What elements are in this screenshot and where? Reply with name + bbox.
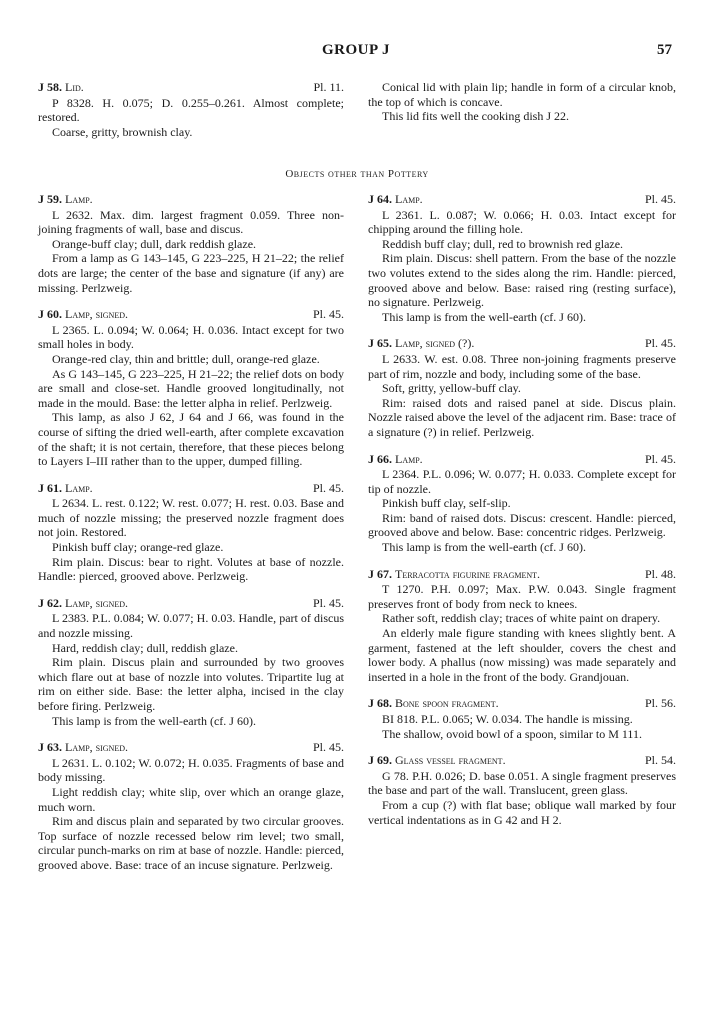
entry-paragraph: This lamp is from the well-earth (cf. J 60). <box>52 713 256 728</box>
entry-paragraph: Conical lid with plain lip; handle in form of a circular knob, the top of which is concave. <box>368 80 676 109</box>
entry-paragraph: Rim and discus plain and separated by two circular grooves. Top surface of nozzle recessed below rim level; two small, circular punch-marks on rim at base of nozzle. Handle: pierced, grooved above. Base: trace of an incuse signature. Perlzweig. <box>38 814 344 872</box>
entry-heading <box>368 567 676 582</box>
entry-id: J 62. <box>38 595 62 610</box>
entry-plate: Pl. 45. <box>312 480 344 495</box>
catalog-entry <box>38 307 344 469</box>
entry-paragraph: T 1270. P.H. 0.097; Max. P.W. 0.043. Single fragment preserves front of body from neck to knees. <box>368 582 676 611</box>
entry-title: Lamp. <box>395 451 423 466</box>
catalog-entry <box>368 696 676 741</box>
entry-title: Lamp. <box>65 192 93 206</box>
entry-heading <box>38 307 344 322</box>
entry-plate: Pl. 45. <box>312 307 344 322</box>
entry-paragraph: Rim plain. Discus: bear to right. Volutes at base of nozzle. Handle: pierced, grooved above. Perlzweig. <box>38 554 344 584</box>
entry-paragraph: Soft, gritty, yellow-buff clay. <box>382 381 521 396</box>
entry-paragraph: L 2633. W. est. 0.08. Three non-joining fragments preserve part of rim, nozzle and body, including some of the base. <box>368 351 676 381</box>
entry-id: J 65. <box>368 336 392 351</box>
entry-paragraph: L 2364. P.L. 0.096; W. 0.077; H. 0.033. Complete except for tip of nozzle. <box>368 467 676 496</box>
entry-title: Lamp, signed. <box>65 740 129 755</box>
entry-paragraph: Hard, reddish clay; dull, reddish glaze. <box>52 640 238 655</box>
entry-heading <box>368 696 676 711</box>
entry-title: Lamp. <box>65 480 93 495</box>
catalog-entry <box>368 336 676 439</box>
running-title: GROUP J <box>321 42 391 58</box>
right-column <box>368 192 676 839</box>
entry-paragraph: From a cup (?) with flat base; oblique wall marked by four vertical indentations as in G 42 and H 2. <box>368 797 676 827</box>
entry-id: J 67. <box>368 566 392 581</box>
entry-title: Lid. <box>65 80 84 94</box>
entry-title: Glass vessel fragment. <box>395 753 506 768</box>
entry-paragraph: L 2383. P.L. 0.084; W. 0.077; H. 0.03. Handle, part of discus and nozzle missing. <box>38 611 344 641</box>
left-column <box>38 192 344 885</box>
entry-heading <box>38 481 344 496</box>
entry-title: Lamp, signed (?). <box>395 336 475 351</box>
entry-paragraph: Pinkish buff clay; orange-red glaze. <box>52 540 224 555</box>
catalog-entry <box>368 192 676 324</box>
entry-paragraph: P 8328. H. 0.075; D. 0.255–0.261. Almost complete; restored. <box>38 95 344 125</box>
entry-paragraph: From a lamp as G 143–145, G 223–225, H 21–22; the relief dots are large; the center of the base and signature (if any) are missing. Perlzweig. <box>38 251 344 295</box>
top-left-column <box>38 80 344 151</box>
entry-paragraph: Pinkish buff clay, self-slip. <box>382 496 511 511</box>
entry-heading <box>38 740 344 755</box>
catalog-entry <box>38 192 344 295</box>
entry-heading <box>368 452 676 467</box>
entry-id: J 64. <box>368 192 392 206</box>
entry-paragraph: Orange-red clay, thin and brittle; dull, orange-red glaze. <box>52 351 320 366</box>
catalog-entry <box>368 753 676 827</box>
entry-paragraph: BI 818. P.L. 0.065; W. 0.034. The handle is missing. <box>382 712 633 726</box>
catalog-entry <box>368 452 676 555</box>
entry-title: Lamp. <box>395 192 423 206</box>
entry-paragraph: This lamp is from the well-earth (cf. J 60). <box>382 309 586 324</box>
entry-id: J 60. <box>38 307 62 322</box>
page-number: 57 <box>657 42 672 58</box>
entry-plate: Pl. 45. <box>312 740 344 755</box>
entry-heading <box>38 192 344 207</box>
entry-heading <box>368 753 676 768</box>
entry-heading <box>368 336 676 351</box>
entry-paragraph: Reddish buff clay; dull, red to brownish red glaze. <box>382 236 624 251</box>
entry-heading <box>38 80 344 95</box>
entry-paragraph: Rim plain. Discus: shell pattern. From the base of the nozzle two volutes extend to the sides along the rim. Handle: pierced, grooved above and below. Base: raised ring (resting surface), no signature. Perlzweig. <box>368 251 676 310</box>
entry-id: J 59. <box>38 192 62 206</box>
entry-id: J 69. <box>368 753 392 768</box>
catalog-entry <box>38 740 344 872</box>
entry-paragraph: This lid fits well the cooking dish J 22. <box>382 109 569 124</box>
entry-id: J 58. <box>38 80 62 94</box>
entry-heading <box>38 596 344 611</box>
entry-plate: Pl. 45. <box>312 595 344 610</box>
entry-title: Terracotta figurine fragment. <box>395 566 541 581</box>
catalog-entry <box>38 80 344 139</box>
entry-plate: Pl. 45. <box>644 336 676 351</box>
entry-title: Lamp, signed. <box>65 307 129 322</box>
entry-paragraph: L 2631. L. 0.102; W. 0.072; H. 0.035. Fragments of base and body missing. <box>38 755 344 785</box>
entry-paragraph: Rim: band of raised dots. Discus: crescent. Handle: pierced, grooved above and below. Base: concentric ridges. Perlzweig. <box>368 510 676 540</box>
entry-paragraph: Coarse, gritty, brownish clay. <box>52 124 193 139</box>
entry-paragraph: L 2632. Max. dim. largest fragment 0.059. Three non-joining fragments of wall, base and discus. <box>38 207 344 237</box>
entry-id: J 68. <box>368 696 392 711</box>
entry-id: J 66. <box>368 451 392 466</box>
entry-paragraph: G 78. P.H. 0.026; D. base 0.051. A single fragment preserves the base and part of the wall. Translucent, green glass. <box>368 768 676 798</box>
entry-paragraph: Rim plain. Discus plain and surrounded by two grooves which flare out at base of nozzle into volutes. Tripartite lug at rim on either side. Base: the letter alpha, incised in the clay before firing. Perlzweig. <box>38 655 344 713</box>
entry-paragraph: An elderly male figure standing with knees slightly bent. A garment, fastened at the left shoulder, covers the chest and lower body. A phallus (now missing) was made separately and inserted in a hole in the front of the body. Grandjouan. <box>368 626 676 684</box>
entry-id: J 61. <box>38 480 62 495</box>
entry-id: J 63. <box>38 740 62 755</box>
entry-heading <box>368 192 676 207</box>
entry-paragraph: L 2361. L. 0.087; W. 0.066; H. 0.03. Intact except for chipping around the filling hole. <box>368 207 676 237</box>
entry-paragraph: This lamp is from the well-earth (cf. J 60). <box>382 540 586 555</box>
catalog-entry <box>38 481 344 584</box>
section-title: Objects other than Pottery <box>285 168 429 180</box>
top-right-column <box>368 80 676 124</box>
entry-plate: Pl. 45. <box>644 451 676 466</box>
entry-plate: Pl. 45. <box>644 192 676 206</box>
entry-paragraph: The shallow, ovoid bowl of a spoon, similar to M 111. <box>382 726 642 741</box>
catalog-entry <box>38 596 344 728</box>
entry-paragraph: Rim: raised dots and raised panel at side. Discus plain. Nozzle raised above the level of the adjacent rim. Base: trace of a signature (?) in relief. Perlzweig. <box>368 395 676 439</box>
entry-paragraph: This lamp, as also J 62, J 64 and J 66, was found in the course of sifting the dried well-earth, after complete excavation of the shaft; it is not certain, therefore, that these pieces belong to Layers I–III rather than to the upper, dumped filling. <box>38 410 344 469</box>
entry-title: Bone spoon fragment. <box>395 696 499 711</box>
entry-paragraph: Rather soft, reddish clay; traces of white paint on drapery. <box>382 611 661 626</box>
entry-paragraph: L 2365. L. 0.094; W. 0.064; H. 0.036. Intact except for two small holes in body. <box>38 322 344 352</box>
entry-plate: Pl. 48. <box>644 566 676 581</box>
entry-plate: Pl. 54. <box>644 753 676 768</box>
catalog-entry <box>368 567 676 685</box>
entry-plate: Pl. 56. <box>644 696 676 711</box>
entry-paragraph: Orange-buff clay; dull, dark reddish glaze. <box>52 236 257 251</box>
entry-title: Lamp, signed. <box>65 595 129 610</box>
entry-paragraph: L 2634. L. rest. 0.122; W. rest. 0.077; H. rest. 0.03. Base and much of nozzle missing; the preserved nozzle fragment does not join. Restored. <box>38 496 344 540</box>
entry-plate: Pl. 11. <box>313 80 344 94</box>
entry-paragraph: As G 143–145, G 223–225, H 21–22; the relief dots on body are small and close-set. Handle grooved longitudinally, not made in the mould. Base: the letter alpha in relief. Perlzweig. <box>38 366 344 410</box>
page-header <box>40 42 672 64</box>
entry-paragraph: Light reddish clay; white slip, over which an orange glaze, much worn. <box>38 784 344 814</box>
